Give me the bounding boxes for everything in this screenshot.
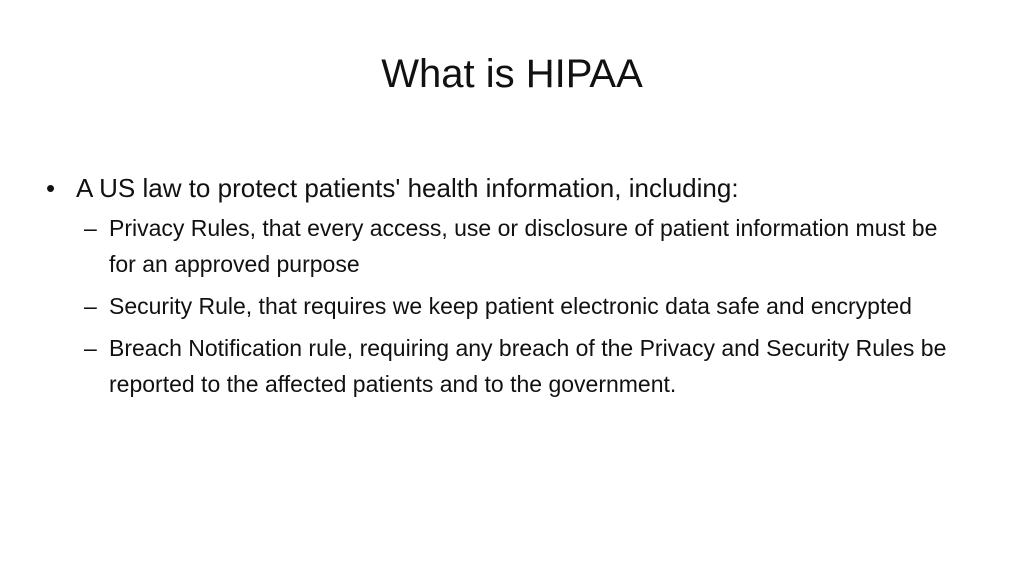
bullet-text: A US law to protect patients' health information, including:: [76, 173, 739, 203]
bullet-item: [46, 170, 976, 206]
slide-title: What is HIPAA: [381, 52, 643, 96]
slide-body: [46, 170, 976, 408]
dash-marker: –: [84, 293, 97, 319]
bullet-marker: •: [46, 173, 56, 203]
sub-bullet-text: Breach Notification rule, requiring any breach of the Privacy and Security Rules be reported to the affected patients and to the government.: [109, 335, 947, 397]
sub-bullet-item-security: [84, 288, 969, 324]
sub-bullet-item-breach: [84, 330, 969, 402]
dash-marker: –: [84, 335, 97, 361]
dash-marker: –: [84, 215, 97, 241]
sub-bullet-text: Security Rule, that requires we keep patient electronic data safe and encrypted: [109, 293, 912, 319]
sub-bullet-item-privacy: [84, 210, 969, 282]
sub-bullet-text: Privacy Rules, that every access, use or disclosure of patient information must be for an approved purpose: [109, 215, 938, 277]
sub-bullet-list: [46, 210, 976, 402]
